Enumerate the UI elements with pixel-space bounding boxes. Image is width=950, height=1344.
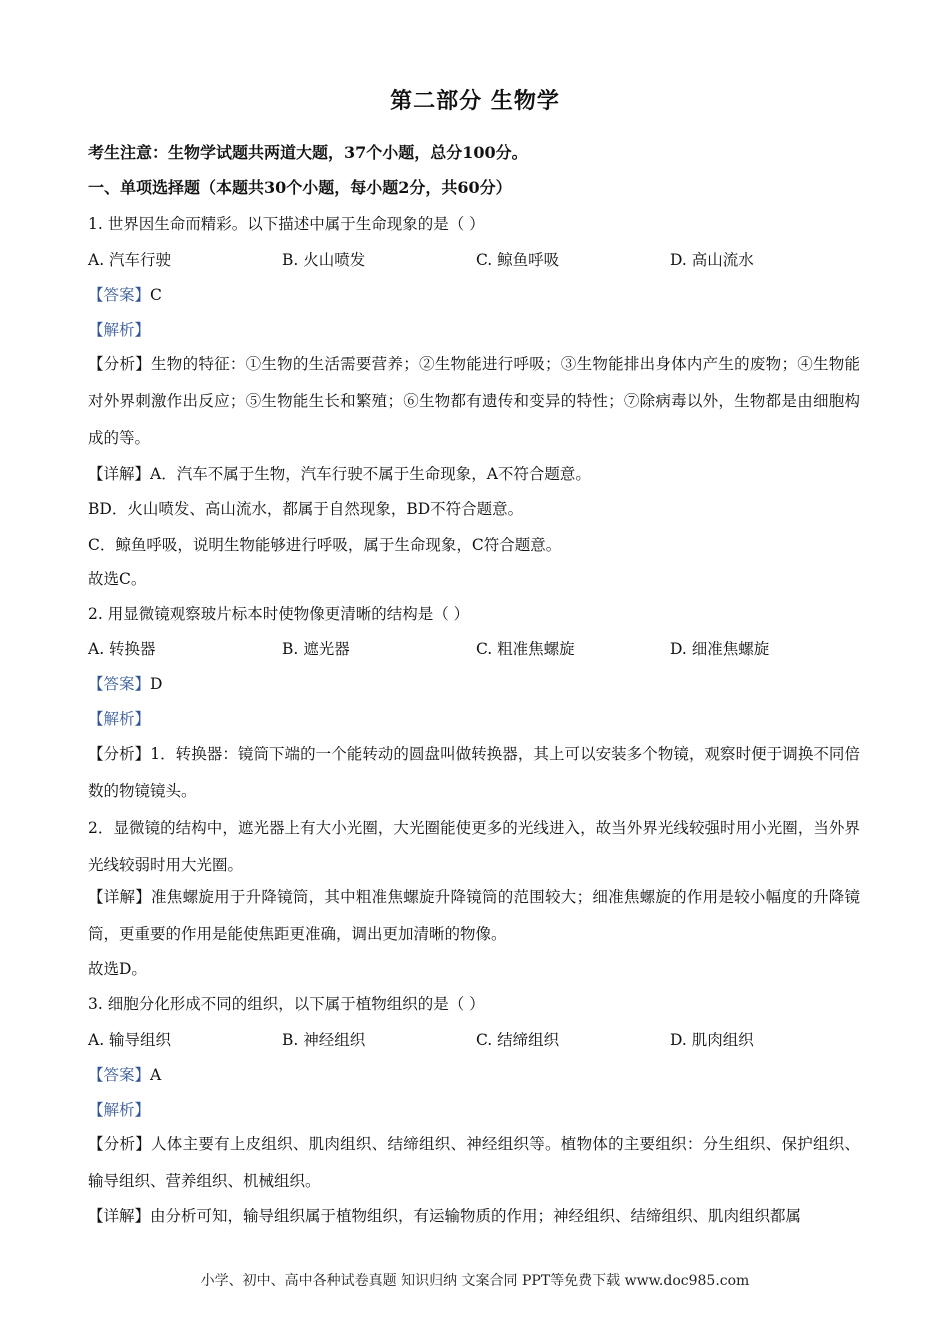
q2-fenxi [88, 736, 860, 810]
fenxi-text: 人体主要有上皮组织、肌肉组织、结缔组织、神经组织等。植物体的主要组织：分生组织、保护组织、输导组织、营养组织、机械组织。 [88, 1135, 860, 1190]
xiangjie-text: A．汽车不属于生物，汽车行驶不属于生命现象，A不符合题意。 [150, 465, 591, 483]
question-2-stem: 2. 用显微镜观察玻片标本时使物像更清晰的结构是（ ） [88, 605, 470, 623]
q1-extra-2: C．鲸鱼呼吸，说明生物能够进行呼吸，属于生命现象，C符合题意。 [88, 536, 562, 554]
question-3-stem: 3. 细胞分化形成不同的组织，以下属于植物组织的是（ ） [88, 995, 485, 1013]
q2-analysis-tag: 【解析】 [88, 710, 151, 728]
q1-extra-3: 故选C。 [88, 570, 147, 588]
q1-extra-1: BD．火山喷发、高山流水，都属于自然现象，BD不符合题意。 [88, 500, 524, 518]
q3-option-a: A. 输导组织 [88, 1031, 172, 1049]
fenxi-tag: 【分析】 [88, 745, 151, 763]
xiangjie-tag: 【详解】 [88, 1207, 151, 1225]
fenxi-text: 生物的特征：①生物的生活需要营养；②生物能进行呼吸；③生物能排出身体内产生的废物；④生物能对外界刺激作出反应；⑤生物能生长和繁殖；⑥生物都有遗传和变异的特性；⑦除病毒以外，生物都是由细胞构成的等。 [88, 355, 860, 447]
page-footer: 小学、初中、高中各种试卷真题 知识归纳 文案合同 PPT等免费下载 www.doc985.com [200, 1273, 750, 1289]
q1-analysis-tag: 【解析】 [88, 321, 151, 339]
xiangjie-text: 准焦螺旋用于升降镜筒，其中粗准焦螺旋升降镜筒的范围较大；细准焦螺旋的作用是较小幅度的升降镜筒，更重要的作用是能使焦距更准确，调出更加清晰的物像。 [88, 888, 860, 943]
q2-option-b: B. 遮光器 [282, 640, 350, 658]
q1-option-b: B. 火山喷发 [282, 251, 366, 269]
answer-tag: 【答案】 [88, 1066, 151, 1084]
q3-fenxi [88, 1126, 860, 1200]
q1-option-d: D. 高山流水 [670, 251, 754, 269]
q1-answer [88, 284, 868, 306]
q3-xiangjie [88, 1198, 860, 1235]
fenxi-tag: 【分析】 [88, 1135, 152, 1153]
fenxi-text: 1．转换器：镜筒下端的一个能转动的圆盘叫做转换器，其上可以安装多个物镜，观察时便于调换不同倍数的物镜镜头。 [88, 745, 860, 800]
q3-option-c: C. 结缔组织 [476, 1031, 560, 1049]
q3-analysis-tag: 【解析】 [88, 1101, 151, 1119]
q2-extra-1: 故选D。 [88, 960, 147, 978]
q2-option-a: A. 转换器 [88, 640, 156, 658]
q2-option-d: D. 细准焦螺旋 [670, 640, 770, 658]
xiangjie-tag: 【详解】 [88, 888, 152, 906]
question-1-stem: 1. 世界因生命而精彩。以下描述中属于生命现象的是（ ） [88, 215, 485, 233]
q1-xiangjie [88, 463, 868, 485]
answer-value: D [150, 675, 163, 693]
q1-fenxi [88, 346, 860, 457]
answer-tag: 【答案】 [88, 675, 151, 693]
section-heading: 一、单项选择题（本题共30个小题，每小题2分，共60分） [88, 178, 512, 197]
q1-option-c: C. 鲸鱼呼吸 [476, 251, 560, 269]
fenxi-tag: 【分析】 [88, 355, 152, 373]
q2-xiangjie [88, 879, 860, 953]
xiangjie-tag: 【详解】 [88, 465, 151, 483]
answer-value: A [150, 1066, 162, 1084]
q2-answer [88, 673, 868, 695]
answer-value: C [150, 286, 162, 304]
q2-option-c: C. 粗准焦螺旋 [476, 640, 575, 658]
q3-option-b: B. 神经组织 [282, 1031, 366, 1049]
page-title: 第二部分 生物学 [390, 88, 560, 114]
answer-tag: 【答案】 [88, 286, 151, 304]
q1-option-a: A. 汽车行驶 [88, 251, 172, 269]
q2-fenxi-2: 2．显微镜的结构中，遮光器上有大小光圈，大光圈能使更多的光线进入，故当外界光线较强时用小光圈，当外界光线较弱时用大光圈。 [88, 819, 860, 874]
q3-answer [88, 1064, 868, 1086]
xiangjie-text: 由分析可知，输导组织属于植物组织，有运输物质的作用；神经组织、结缔组织、肌肉组织都属 [150, 1207, 802, 1225]
exam-notice: 考生注意：生物学试题共两道大题，37个小题，总分100分。 [88, 143, 528, 162]
q3-option-d: D. 肌肉组织 [670, 1031, 754, 1049]
